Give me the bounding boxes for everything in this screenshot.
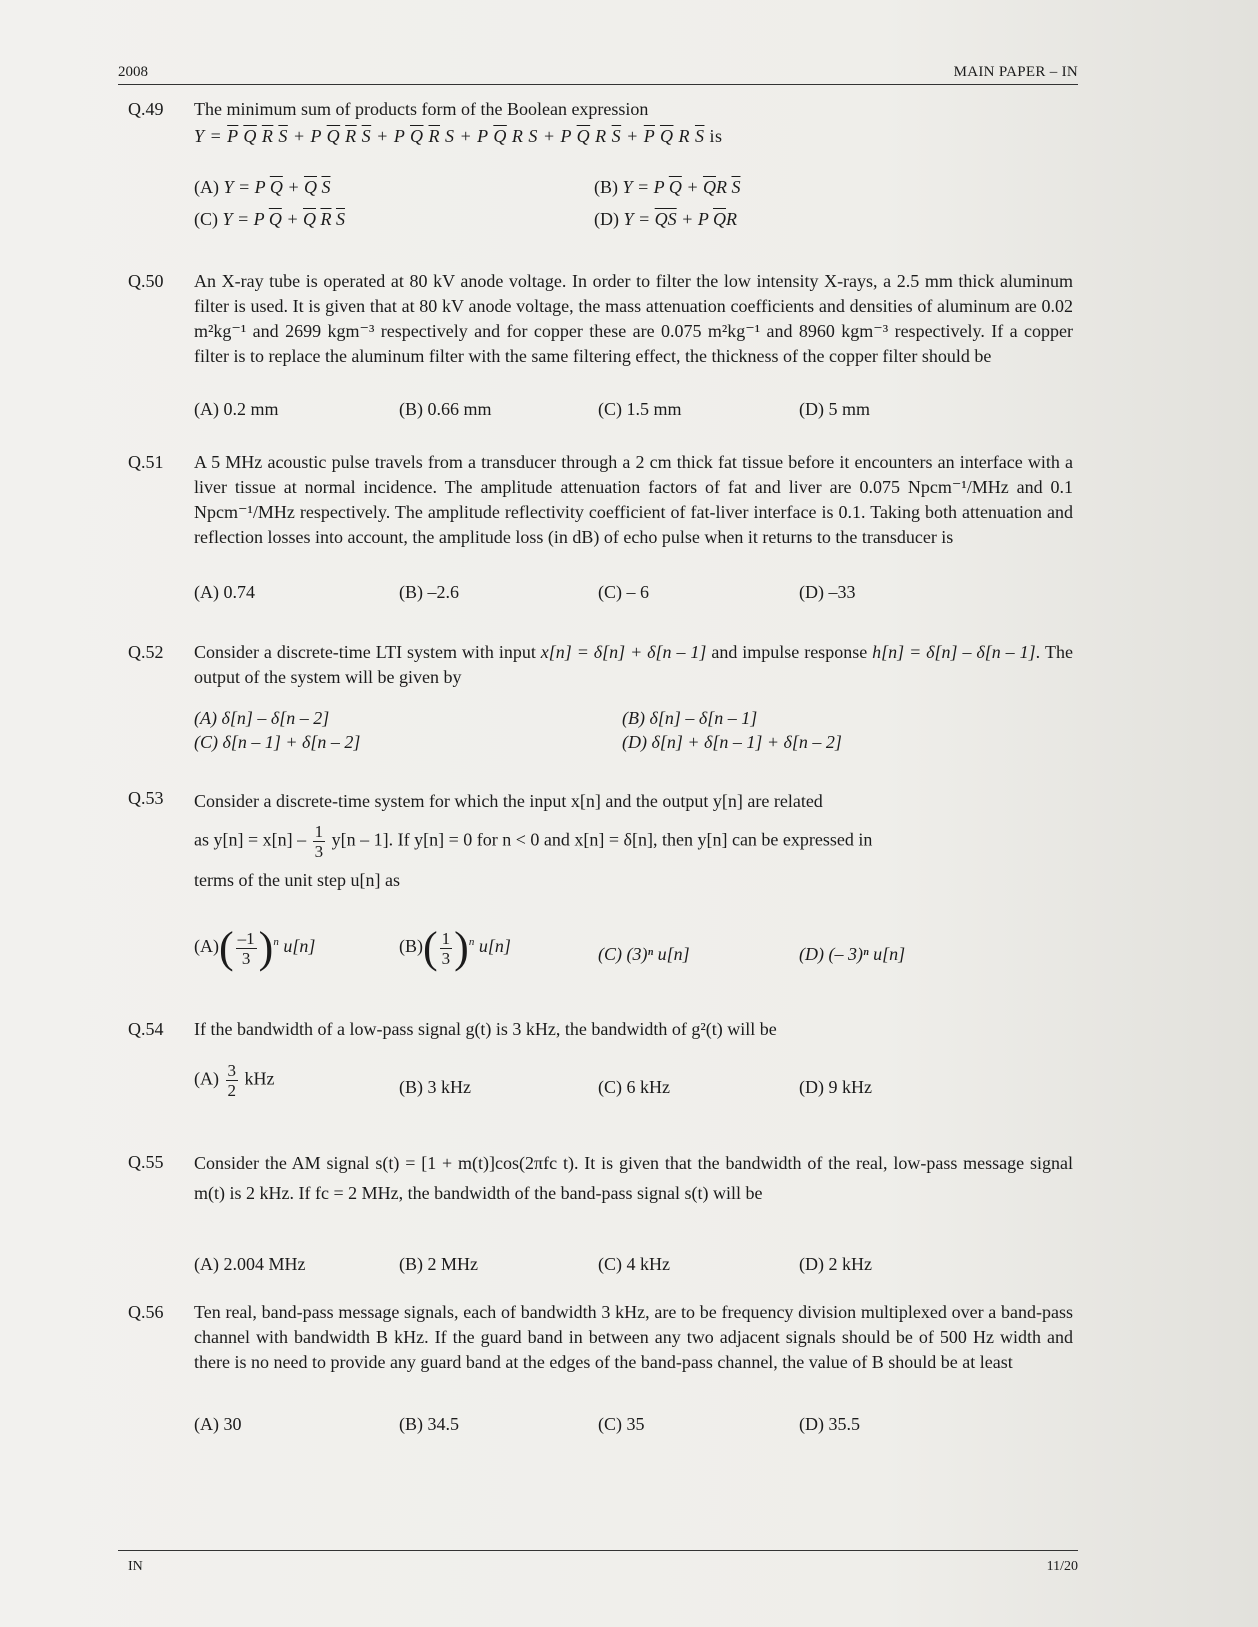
question-number: Q.55: [128, 1152, 164, 1172]
option-a[interactable]: (A) 0.2 mm: [194, 399, 279, 419]
option-b[interactable]: (B) 2 MHz: [399, 1254, 478, 1274]
question-54: [128, 1017, 1073, 1127]
option-c[interactable]: (C) – 6: [598, 582, 649, 602]
question-52: [128, 640, 1073, 770]
option-c[interactable]: (C) 6 kHz: [598, 1077, 670, 1097]
option-c[interactable]: (C) (3)ⁿ u[n]: [598, 944, 690, 964]
option-d[interactable]: (D) 5 mm: [799, 399, 870, 419]
option-c[interactable]: (C) 35: [598, 1414, 645, 1434]
question-number: Q.54: [128, 1019, 164, 1039]
option-a[interactable]: (A)( $\frac{-1}{3}$ )$^n$ u[n]: [194, 923, 316, 972]
option-d[interactable]: (D) δ[n] + δ[n – 1] + δ[n – 2]: [622, 732, 842, 752]
option-d[interactable]: (D) 9 kHz: [799, 1077, 872, 1097]
footer-code: IN: [128, 1559, 143, 1574]
input-signal: x[n] = δ[n] + δ[n – 1]: [540, 642, 707, 662]
option-c[interactable]: (C) Y = P $\overline{Q} + \overline{Q}$ $\overline{R}$ $\overline{S}$: [194, 209, 345, 229]
question-50: [128, 269, 1073, 429]
question-number: Q.53: [128, 788, 164, 808]
question-text: Consider a discrete-time system for which the input x[n] and the output y[n] are related as y[n] = x[n] – $\frac{1}{3}$ y[n – 1]. If y[n] = 0 for n < 0 and x[n] = δ[n], then y[n] can be expressed in terms of the unit step u[n] as: [194, 791, 873, 890]
option-c[interactable]: (C) 4 kHz: [598, 1254, 670, 1274]
question-text: Consider the AM signal s(t) = [1 + m(t)]cos(2πfc t). It is given that the bandwidth of the real, low-pass message signal m(t) is 2 kHz. If fc = 2 MHz, the bandwidth of the band-pass signal s(t) will be: [194, 1153, 1073, 1203]
page-footer: [118, 1550, 1078, 1574]
option-a[interactable]: (A) 30: [194, 1414, 242, 1434]
option-b[interactable]: (B) Y = P $\overline{Q} + \overline{Q}R$ $\overline{S}$: [594, 177, 741, 197]
question-text: Ten real, band-pass message signals, each of bandwidth 3 kHz, are to be frequency division multiplexed over a band-pass channel with bandwidth B kHz. If the guard band in between any two adjacent signals should be of 500 Hz width and there is no need to provide any guard band at the edges of the band-pass channel, the value of B should be at least: [194, 1302, 1073, 1372]
option-a[interactable]: (A) 2.004 MHz: [194, 1254, 306, 1274]
question-text: A 5 MHz acoustic pulse travels from a transducer through a 2 cm thick fat tissue before it encounters an interface with a liver tissue at normal incidence. The amplitude attenuation factors of fat and liver are 0.075 Npcm⁻¹/MHz and 0.1 Npcm⁻¹/MHz respectively. The amplitude reflectivity coefficient of fat-liver interface is 0.1. Taking both attenuation and reflection losses into account, the amplitude loss (in dB) of echo pulse when it returns to the transducer is: [194, 452, 1073, 547]
option-c[interactable]: (C) δ[n – 1] + δ[n – 2]: [194, 732, 361, 752]
question-number: Q.49: [128, 99, 164, 119]
option-d[interactable]: (D) $Y = \overline{QS} + P$ $\overline{Q}R$: [594, 209, 737, 229]
header-paper: MAIN PAPER – IN: [953, 64, 1078, 80]
option-a[interactable]: (A) 0.74: [194, 582, 255, 602]
question-56: [128, 1300, 1073, 1450]
question-text: An X-ray tube is operated at 80 kV anode voltage. In order to filter the low intensity X-rays, a 2.5 mm thick aluminum filter is used. It is given that at 80 kV anode voltage, the mass attenuation coefficients and densities of aluminum are 0.02 m²kg⁻¹ and 2699 kgm⁻³ respectively and for copper these are 0.075 m²kg⁻¹ and 8960 kgm⁻³ respectively. If a copper filter is to replace the aluminum filter with the same filtering effect, the thickness of the copper filter should be: [194, 271, 1073, 366]
question-number: Q.52: [128, 642, 164, 662]
page-header: [118, 62, 1078, 85]
options: [194, 923, 1073, 986]
question-49: [128, 97, 1073, 247]
question-55: [128, 1148, 1073, 1278]
question-53: [128, 786, 1073, 996]
question-number: Q.56: [128, 1302, 164, 1322]
question-51: [128, 450, 1073, 610]
boolean-expression: $Y = \overline{P}$ $\overline{Q}$ $\overline{R}$ $\overline{S} + P$ $\overline{Q}$ $\overline{R}$ $\overline{S} + P$ $\overline{Q}$ $\overline{R}$ S + P $\overline{Q}$ R S + P $\overline{Q}$ R $\overline{S} + \overline{P}$ $\overline{Q}$ R $\overline{S}$ is: [194, 126, 723, 146]
option-b[interactable]: (B) 3 kHz: [399, 1077, 471, 1097]
question-text: If the bandwidth of a low-pass signal g(t) is 3 kHz, the bandwidth of g²(t) will be: [194, 1019, 777, 1039]
header-year: 2008: [118, 64, 148, 80]
option-d[interactable]: (D) (– 3)ⁿ u[n]: [799, 944, 906, 964]
option-b[interactable]: (B) δ[n] – δ[n – 1]: [622, 708, 758, 728]
question-text: The minimum sum of products form of the Boolean expression $Y = \overline{P}$ $\overline{Q}$ $\overline{R}$ $\overline{S} + P$ $\overline{Q}$ $\overline{R}$ $\overline{S} + P$ $\overline{Q}$ $\overline{R}$ S + P $\overline{Q}$ R S + P $\overline{Q}$ R $\overline{S} + \overline{P}$ $\overline{Q}$ R $\overline{S}$ is: [194, 97, 1073, 149]
option-d[interactable]: (D) –33: [799, 582, 856, 602]
option-c[interactable]: (C) 1.5 mm: [598, 399, 682, 419]
fraction: $\frac{1}{3}$: [314, 822, 324, 861]
option-b[interactable]: (B)( $\frac{1}{3}$ )$^n$ u[n]: [399, 923, 511, 972]
option-b[interactable]: (B) –2.6: [399, 582, 459, 602]
option-a[interactable]: (A) $\frac{3}{2}$ kHz: [194, 1061, 275, 1100]
question-number: Q.50: [128, 271, 164, 291]
impulse-response: h[n] = δ[n] – δ[n – 1]: [872, 642, 1036, 662]
question-number: Q.51: [128, 452, 164, 472]
option-a[interactable]: (A) δ[n] – δ[n – 2]: [194, 708, 330, 728]
option-d[interactable]: (D) 35.5: [799, 1414, 860, 1434]
footer-page-number: 11/20: [1046, 1559, 1078, 1574]
option-d[interactable]: (D) 2 kHz: [799, 1254, 872, 1274]
option-a[interactable]: (A) Y = P $\overline{Q} + \overline{Q}$ $\overline{S}$: [194, 177, 331, 197]
options: [194, 1061, 1073, 1121]
option-b[interactable]: (B) 0.66 mm: [399, 399, 492, 419]
option-b[interactable]: (B) 34.5: [399, 1414, 459, 1434]
question-text: Consider a discrete-time LTI system with input x[n] = δ[n] + δ[n – 1] and impulse response h[n] = δ[n] – δ[n – 1]. The output of the system will be given by: [194, 642, 1074, 687]
